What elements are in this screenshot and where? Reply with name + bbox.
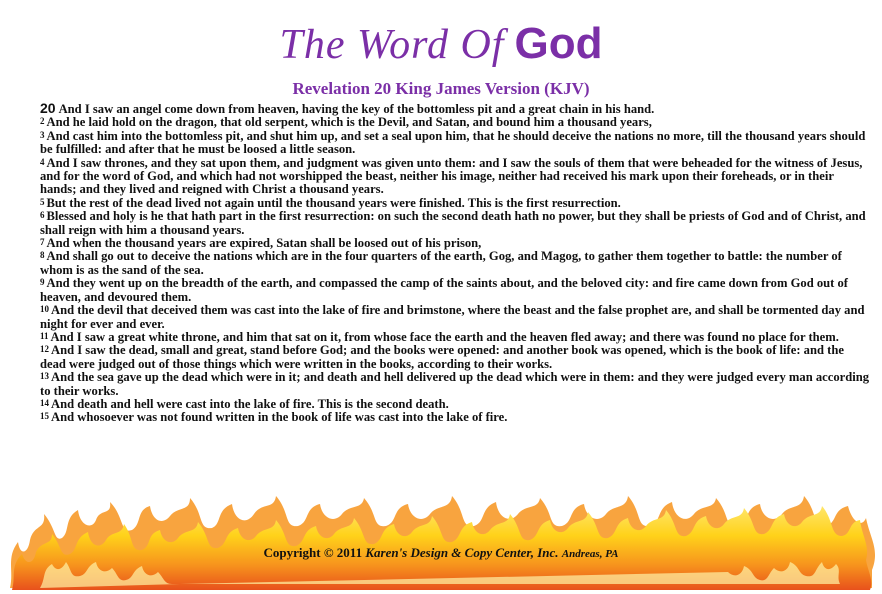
verse-number: 14 (40, 397, 49, 408)
verse-11 (40, 331, 872, 344)
verse-number: 7 (40, 237, 45, 248)
copyright-location: Andreas, PA (561, 548, 619, 560)
verse-8 (40, 250, 872, 277)
verse-number: 6 (40, 210, 45, 221)
copyright-company: Karen's Design & Copy Center, Inc. (365, 545, 559, 560)
verse-text: And death and hell were cast into the lake of fire. This is the second death. (51, 396, 449, 411)
page-title (0, 19, 882, 68)
verse-text: And the sea gave up the dead which were in it; and death and hell delivered up the dead which were in them: and they were judged every man according to their works. (40, 370, 870, 398)
verse-number: 12 (40, 344, 49, 355)
verse-text: And I saw thrones, and they sat upon them, and judgment was given unto them: and I saw the souls of them that were beheaded for the witness of Jesus, and for the word of God, and which had not worshipped the beast, neither his image, neither had received his mark upon their foreheads, or in their hands; and they lived and reigned with Christ a thousand years. (40, 155, 863, 197)
verse-3 (40, 130, 872, 157)
verse-text: And the devil that deceived them was cast into the lake of fire and brimstone, where the beast and the false prophet are, and shall be tormented day and night for ever and ever. (40, 303, 865, 331)
verse-text: And whosoever was not found written in the book of life was cast into the lake of fire. (51, 410, 508, 425)
title-god-text: God (514, 19, 603, 68)
verse-13 (40, 371, 872, 398)
verse-12 (40, 344, 872, 371)
verse-text: And when the thousand years are expired, Satan shall be loosed out of his prison, (46, 236, 482, 251)
verse-number: 11 (40, 330, 49, 341)
verse-number: 9 (40, 277, 45, 288)
verse-text: Blessed and holy is he that hath part in the first resurrection: on such the second death hath no power, but they shall be priests of God and of Christ, and shall reign with him a thousand years. (40, 209, 866, 237)
verse-text: And I saw an angel come down from heaven, having the key of the bottomless pit and a great chain in his hand. (58, 102, 655, 116)
chapter-number: 20 (40, 100, 56, 116)
copyright-footer (0, 545, 882, 562)
verse-14 (40, 398, 872, 411)
verse-number: 15 (40, 411, 49, 422)
verse-number: 5 (40, 196, 45, 207)
verse-number: 13 (40, 371, 49, 382)
verse-text: And I saw the dead, small and great, stand before God; and the books were opened: and another book was opened, which is the book of life: and the dead were judged out of those things which were written in the books, according to their works. (40, 343, 844, 371)
title-script-text: The Word Of (279, 22, 505, 68)
flame-border-graphic (0, 480, 882, 594)
chapter-subtitle: Revelation 20 King James Version (KJV) (292, 79, 590, 98)
verse-7 (40, 237, 872, 250)
verse-text: And shall go out to deceive the nations which are in the four quarters of the earth, Gog, and Magog, to gather them together to battle: the number of whom is as the sand of the sea. (40, 249, 842, 277)
verse-1 (40, 102, 872, 116)
verse-15 (40, 411, 872, 424)
verse-text: And I saw a great white throne, and him that sat on it, from whose face the earth and the heaven fled away; and there was found no place for them. (50, 329, 839, 344)
verse-text: And he laid hold on the dragon, that old serpent, which is the Devil, and Satan, and bound him a thousand years, (46, 115, 652, 130)
verse-9 (40, 277, 872, 304)
verse-text: But the rest of the dead lived not again until the thousand years were finished. This is the first resurrection. (46, 195, 621, 210)
verse-4 (40, 157, 872, 197)
verse-number: 3 (40, 129, 45, 140)
copyright-prefix: Copyright © 2011 (263, 545, 363, 560)
verse-text: And cast him into the bottomless pit, and shut him up, and set a seal upon him, that he should deceive the nations no more, till the thousand years should be fulfilled: and after that he must be loosed a little season. (40, 128, 866, 157)
verse-text: And they went up on the breadth of the earth, and compassed the camp of the saints about, and the beloved city: and fire came down from God out of heaven, and devoured them. (40, 276, 848, 304)
verse-6 (40, 210, 872, 237)
verse-number: 2 (40, 116, 45, 127)
verse-number: 4 (40, 156, 45, 167)
verse-list (40, 102, 872, 425)
verse-5 (40, 197, 872, 210)
verse-2 (40, 116, 872, 129)
verse-number: 8 (40, 250, 45, 261)
verse-10 (40, 304, 872, 331)
verse-number: 10 (40, 304, 49, 315)
